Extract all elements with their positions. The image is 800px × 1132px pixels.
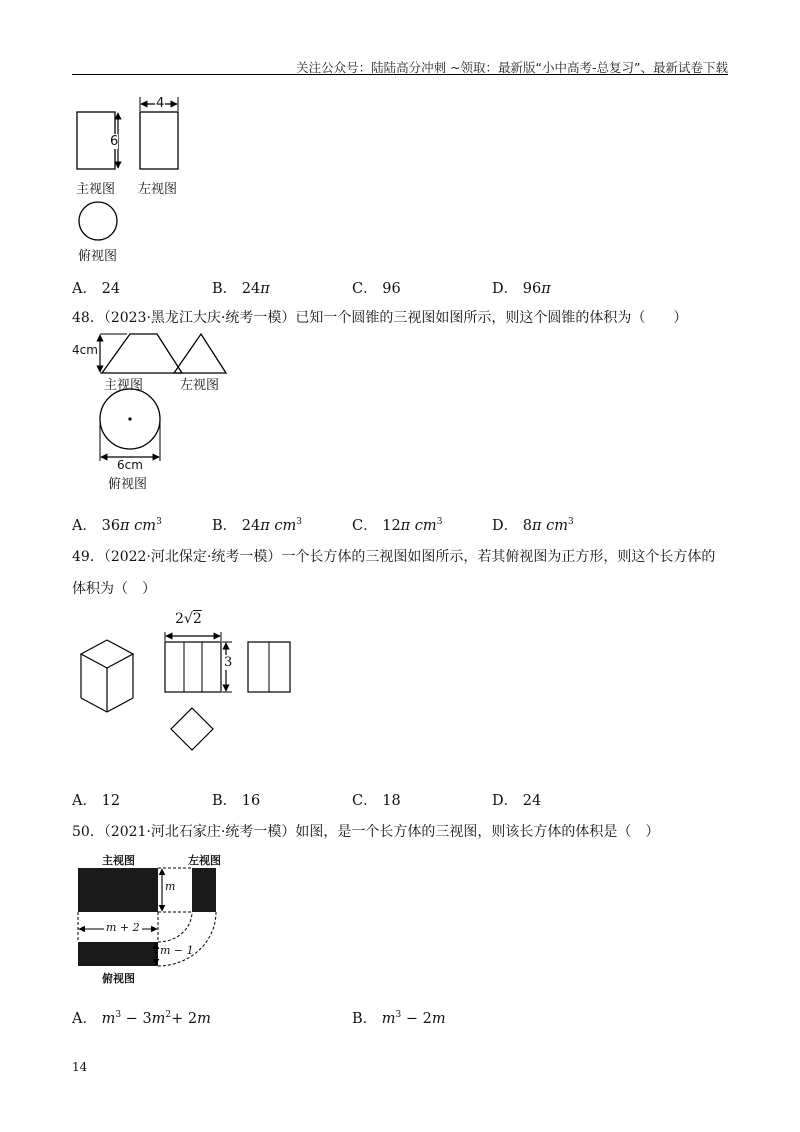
page-number: 14 [72,1060,88,1074]
q49-question-line1: 49．（2022·河北保定·统考一模）一个长方体的三视图如图所示，若其俯视图为正方形，则这个长方体的 [72,549,716,565]
q48-option-b[interactable]: B． 24π $cm^3$ [212,517,302,534]
q47-dim-height: 6 [110,134,119,149]
q47-label-left: 左视图 [138,182,178,197]
q48-option-d[interactable]: D． 8π $cm^3$ [492,517,574,534]
q50-question: 50．（2021·河北石家庄·统考一模）如图，是一个长方体的三视图，则该长方体的体积是（ ） [72,824,660,840]
q50-dim-m-minus-1: m − 1 [160,944,194,957]
q50-label-left: 左视图 [188,854,221,867]
q50-label-front: 主视图 [102,854,135,867]
q48-dim-diameter: 6cm [117,458,143,472]
q49-question-line2: 体积为（ ） [72,581,156,597]
q49-option-d[interactable]: D． 24 [492,793,542,809]
q50-option-a[interactable]: A． $m^3 - 3m^2+ 2m$ [72,1010,211,1027]
q49-dim-width: 2√2 [175,611,202,627]
q47-label-front: 主视图 [76,182,116,197]
q50-top-view [78,942,158,966]
q48-option-a[interactable]: A． 36π $cm^3$ [72,517,162,534]
q48-left-view [174,334,226,373]
q49-option-b[interactable]: B． 16 [212,793,261,809]
q47-option-b[interactable]: B． 24π [212,281,270,297]
q48-label-front: 主视图 [104,378,144,393]
q48-question: 48．（2023·黑龙江大庆·统考一模）已知一个圆锥的三视图如图所示，则这个圆锥的体积为（ ） [72,310,688,326]
q47-label-top: 俯视图 [78,249,118,264]
q49-dim-height: 3 [224,655,233,670]
q50-front-view [78,868,158,912]
q47-left-view [140,112,178,169]
q50-dim-m-plus-2: m + 2 [106,921,140,934]
q50-option-b[interactable]: B． $m^3 - 2m$ [352,1010,446,1027]
q48-option-c[interactable]: C． 12π $cm^3$ [352,517,443,534]
q48-front-view [102,334,182,373]
q48-label-left: 左视图 [180,378,220,393]
q50-left-view [192,868,216,912]
q49-isometric-box [81,640,133,712]
q49-option-a[interactable]: A． 12 [72,793,121,809]
q47-dim-width: 4 [156,96,165,111]
q50-label-top: 俯视图 [102,972,135,985]
q48-label-top: 俯视图 [108,477,148,492]
q49-figure [72,610,302,760]
header-rule [72,74,728,75]
q48-dim-height: 4cm [72,343,98,357]
page-header: 关注公众号：陆陆高分冲刺 ~领取：最新版“小中高考-总复习”、最新试卷下载 [296,60,728,75]
q49-top-view [171,708,213,750]
q47-option-c[interactable]: C． 96 [352,281,401,297]
q47-option-a[interactable]: A． 24 [72,281,121,297]
q50-figure [72,850,232,980]
q47-top-view [79,202,117,240]
q50-dim-m: m [165,880,176,893]
q49-front-view [165,642,221,692]
q49-option-c[interactable]: C． 18 [352,793,401,809]
q47-option-d[interactable]: D． 96π [492,281,551,297]
